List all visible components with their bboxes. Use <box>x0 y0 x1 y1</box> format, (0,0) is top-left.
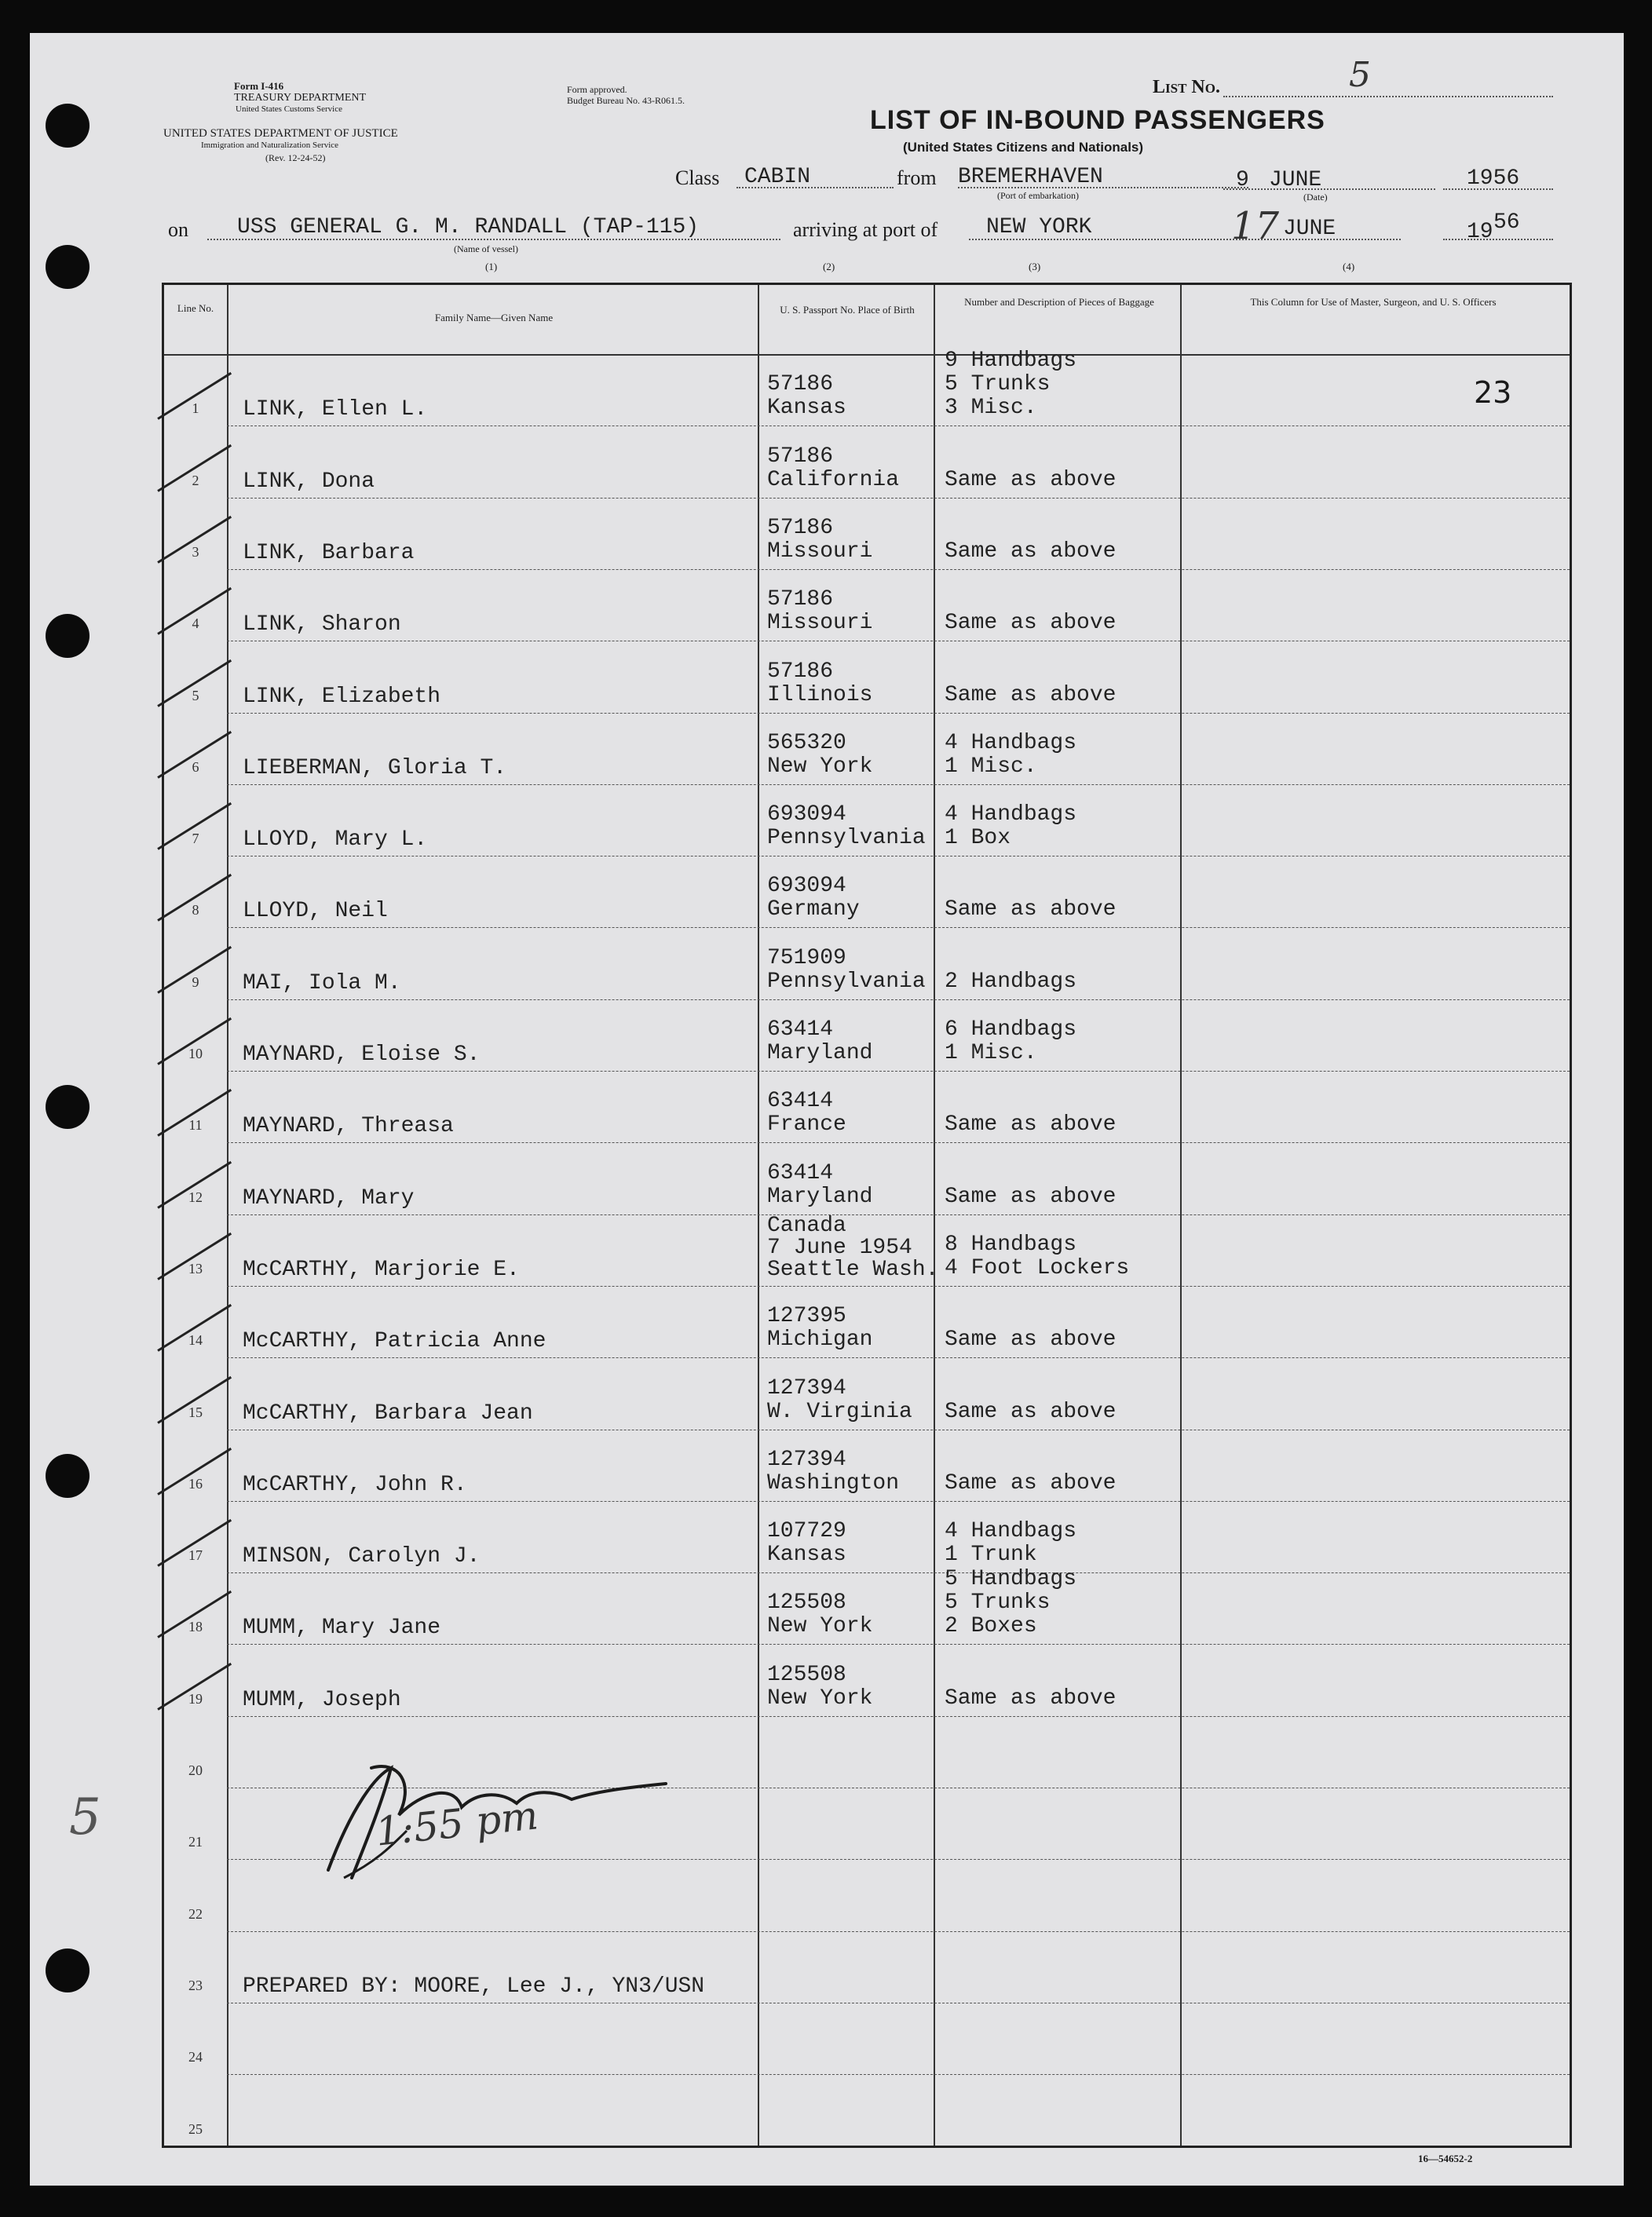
margin-note: 5 <box>69 1788 101 1846</box>
row-number: 21 <box>188 1834 203 1850</box>
vessel-caption: (Name of vessel) <box>454 243 518 254</box>
row-number: 9 <box>192 973 199 990</box>
customs-service: United States Customs Service <box>236 104 342 114</box>
punch-hole <box>46 614 90 658</box>
baggage-line: Same as above <box>945 611 1117 636</box>
passenger-name: MAYNARD, Threasa <box>243 1114 454 1139</box>
baggage-line: Same as above <box>945 897 1117 922</box>
embark-day: 9 <box>1236 168 1249 192</box>
baggage-line: 1 Misc. <box>945 1041 1037 1065</box>
row-number: 13 <box>188 1260 203 1277</box>
col-header-passport: U. S. Passport No. Place of Birth <box>780 304 915 316</box>
passport-number: 125508 <box>767 1662 846 1687</box>
baggage-line: 2 Handbags <box>945 969 1077 994</box>
row-divider <box>227 498 1570 499</box>
caption-4: (4) <box>1343 261 1355 272</box>
place-of-birth: Germany <box>767 897 860 922</box>
embark-month: JUNE <box>1269 168 1322 192</box>
row-number: 10 <box>188 1046 203 1061</box>
row-divider <box>227 1572 1570 1573</box>
baggage-line: 1 Box <box>945 826 1011 851</box>
row-number: 8 <box>192 902 199 919</box>
row-number: 3 <box>192 543 199 560</box>
passenger-name: LLOYD, Neil <box>243 899 388 924</box>
passport-number: 63414 <box>767 1160 834 1185</box>
passenger-name: McCARTHY, Patricia Anne <box>243 1329 546 1354</box>
caption-3: (3) <box>1029 261 1041 272</box>
passenger-name: LINK, Ellen L. <box>243 397 428 422</box>
place-of-birth-2: Seattle Wash. <box>767 1257 939 1282</box>
baggage-line: Same as above <box>945 1184 1117 1209</box>
passenger-name: LINK, Barbara <box>243 540 415 565</box>
place-of-birth: New York <box>767 1614 873 1639</box>
place-of-birth: Pennsylvania <box>767 826 926 851</box>
punch-hole <box>46 1949 90 1992</box>
passenger-name: MAI, Iola M. <box>243 970 401 995</box>
page-title: LIST OF IN-BOUND PASSENGERS <box>870 105 1325 135</box>
passport-number: 57186 <box>767 659 834 684</box>
baggage-line: Same as above <box>945 1328 1117 1353</box>
from-value: BREMERHAVEN <box>958 165 1103 189</box>
passenger-name: LINK, Elizabeth <box>243 684 441 709</box>
passport-number: 127395 <box>767 1304 846 1329</box>
punch-hole <box>46 104 90 148</box>
col-header-baggage: Number and Description of Pieces of Baggage <box>964 296 1154 308</box>
passenger-name: MAYNARD, Eloise S. <box>243 1043 481 1067</box>
baggage-line: Same as above <box>945 682 1117 707</box>
list-no-value: 5 <box>1349 55 1371 95</box>
row-divider <box>227 569 1570 570</box>
row-divider <box>227 2074 1570 2075</box>
place-of-birth: Michigan <box>767 1328 873 1353</box>
from-label: from <box>897 166 937 189</box>
passport-number: Canada <box>767 1213 846 1238</box>
place-of-birth: W. Virginia <box>767 1399 912 1424</box>
footer-code: 16—54652-2 <box>1418 2153 1473 2164</box>
handwritten-time: 1:55 pm <box>373 1792 541 1855</box>
arrival-month: JUNE <box>1283 217 1336 241</box>
row-number: 17 <box>188 1547 203 1564</box>
passenger-name: PREPARED BY: MOORE, Lee J., YN3/USN <box>243 1974 705 1999</box>
row-divider <box>227 927 1570 928</box>
arrival-port: NEW YORK <box>986 215 1092 239</box>
row-number: 7 <box>192 831 199 847</box>
baggage-line: 4 Handbags <box>945 730 1077 755</box>
passport-number: 57186 <box>767 515 834 540</box>
baggage-line: 1 Misc. <box>945 754 1037 779</box>
col-header-officers: This Column for Use of Master, Surgeon, and U. S. Officers <box>1250 296 1497 308</box>
place-of-birth: California <box>767 467 900 492</box>
place-of-birth: New York <box>767 1686 873 1711</box>
row-divider <box>227 1716 1570 1717</box>
place-of-birth: Pennsylvania <box>767 969 926 994</box>
passport-number: 565320 <box>767 730 846 755</box>
on-label: on <box>168 218 188 241</box>
vessel-name: USS GENERAL G. M. RANDALL (TAP-115) <box>237 215 700 239</box>
passport-number: 127394 <box>767 1447 846 1472</box>
arrival-day: 17 <box>1231 204 1280 248</box>
passport-number: 693094 <box>767 802 846 827</box>
form-number: Form I-416 <box>234 80 284 92</box>
row-number: 20 <box>188 1762 203 1778</box>
row-number: 12 <box>188 1189 203 1205</box>
place-of-birth: Maryland <box>767 1184 873 1209</box>
baggage-line: 1 Trunk <box>945 1543 1037 1568</box>
row-number: 18 <box>188 1619 203 1635</box>
class-value: CABIN <box>744 165 811 189</box>
row-number: 14 <box>188 1332 203 1349</box>
row-number: 24 <box>188 2049 203 2065</box>
row-number: 23 <box>188 1977 203 1993</box>
row-number: 6 <box>192 758 199 775</box>
baggage-line: 6 Handbags <box>945 1017 1077 1042</box>
row-divider <box>227 784 1570 785</box>
baggage-line: 9 Handbags <box>945 349 1077 374</box>
punch-hole <box>46 1454 90 1498</box>
embark-year: 1956 <box>1467 166 1520 191</box>
row-divider <box>227 1286 1570 1287</box>
place-of-birth: Illinois <box>767 682 873 707</box>
row-number: 19 <box>188 1690 203 1707</box>
arrival-year-suffix: 56 <box>1493 210 1520 235</box>
passport-number: 107729 <box>767 1519 846 1544</box>
caption-1: (1) <box>485 261 498 272</box>
passenger-name: MINSON, Carolyn J. <box>243 1544 481 1569</box>
passenger-name: McCARTHY, Marjorie E. <box>243 1257 520 1282</box>
row-divider <box>227 999 1570 1000</box>
row-number: 4 <box>192 615 199 632</box>
punch-hole <box>46 245 90 289</box>
baggage-line: Same as above <box>945 1399 1117 1424</box>
place-of-birth: Kansas <box>767 1543 846 1568</box>
place-of-birth: Missouri <box>767 611 873 636</box>
baggage-line: 8 Handbags <box>945 1232 1077 1257</box>
passport-number: 693094 <box>767 874 846 899</box>
baggage-line: Same as above <box>945 1112 1117 1138</box>
treasury-dept: TREASURY DEPARTMENT <box>234 92 367 104</box>
baggage-line: 4 Handbags <box>945 802 1077 827</box>
passenger-name: McCARTHY, John R. <box>243 1472 467 1497</box>
budget-bureau: Budget Bureau No. 43-R061.5. <box>567 95 685 106</box>
passport-number: 125508 <box>767 1591 846 1616</box>
passenger-name: MAYNARD, Mary <box>243 1185 415 1211</box>
baggage-line: 5 Handbags <box>945 1567 1077 1592</box>
baggage-line: 5 Trunks <box>945 1591 1051 1616</box>
passenger-name: MUMM, Mary Jane <box>243 1616 441 1641</box>
col-header-line: Line No. <box>177 302 214 314</box>
baggage-line: Same as above <box>945 467 1117 492</box>
row-divider <box>227 1501 1570 1502</box>
place-of-birth: 7 June 1954 <box>767 1235 912 1260</box>
list-no-label: List No. <box>1153 77 1220 97</box>
page-subtitle: (United States Citizens and Nationals) <box>903 140 1144 155</box>
arriving-label: arriving at port of <box>793 218 938 241</box>
row-number: 16 <box>188 1475 203 1492</box>
passenger-name: LINK, Sharon <box>243 612 401 637</box>
row-divider <box>227 1142 1570 1143</box>
punch-hole <box>46 1085 90 1129</box>
place-of-birth: Kansas <box>767 396 846 421</box>
col-header-name: Family Name—Given Name <box>434 312 554 323</box>
passport-number: 751909 <box>767 945 846 970</box>
baggage-line: Same as above <box>945 1686 1117 1711</box>
passenger-name: MUMM, Joseph <box>243 1687 401 1712</box>
passenger-name: LIEBERMAN, Gloria T. <box>243 755 507 780</box>
baggage-line: 4 Handbags <box>945 1519 1077 1544</box>
baggage-line: 4 Foot Lockers <box>945 1255 1130 1280</box>
passenger-name: LLOYD, Mary L. <box>243 827 428 853</box>
row-divider <box>227 713 1570 714</box>
revision: (Rev. 12-24-52) <box>265 152 326 163</box>
class-label: Class <box>675 166 720 189</box>
passenger-name: LINK, Dona <box>243 469 375 494</box>
place-of-birth: New York <box>767 754 873 779</box>
row-number: 22 <box>188 1905 203 1922</box>
row-divider <box>227 1357 1570 1358</box>
passenger-name: McCARTHY, Barbara Jean <box>243 1401 533 1426</box>
place-of-birth: Maryland <box>767 1041 873 1065</box>
date-caption: (Date) <box>1303 192 1328 203</box>
place-of-birth: Missouri <box>767 539 873 564</box>
arrival-year-prefix: 19 <box>1467 220 1493 244</box>
passport-number: 127394 <box>767 1375 846 1401</box>
form-approved: Form approved. <box>567 84 627 95</box>
row-number: 25 <box>188 2120 203 2137</box>
row-number: 2 <box>192 472 199 488</box>
row-number: 15 <box>188 1404 203 1420</box>
officer-note: 23 <box>1474 375 1512 411</box>
port-caption: (Port of embarkation) <box>997 190 1079 201</box>
manifest-page <box>30 33 1624 2186</box>
baggage-line: Same as above <box>945 539 1117 564</box>
row-divider <box>227 1644 1570 1645</box>
place-of-birth: France <box>767 1112 846 1138</box>
baggage-line: 3 Misc. <box>945 396 1037 421</box>
row-number: 11 <box>188 1117 203 1134</box>
row-divider <box>227 1071 1570 1072</box>
row-number: 1 <box>192 400 199 417</box>
place-of-birth: Washington <box>767 1470 900 1496</box>
passport-number: 57186 <box>767 444 834 469</box>
row-divider <box>227 1931 1570 1932</box>
baggage-line: 2 Boxes <box>945 1614 1037 1639</box>
caption-2: (2) <box>823 261 835 272</box>
baggage-line: 5 Trunks <box>945 372 1051 397</box>
row-number: 5 <box>192 687 199 703</box>
row-divider <box>227 1214 1570 1215</box>
justice-dept: UNITED STATES DEPARTMENT OF JUSTICE <box>163 127 398 140</box>
passport-number: 63414 <box>767 1089 834 1114</box>
passport-number: 63414 <box>767 1017 834 1042</box>
passport-number: 57186 <box>767 587 834 612</box>
ins-service: Immigration and Naturalization Service <box>201 141 339 150</box>
passport-number: 57186 <box>767 372 834 397</box>
baggage-line: Same as above <box>945 1470 1117 1496</box>
